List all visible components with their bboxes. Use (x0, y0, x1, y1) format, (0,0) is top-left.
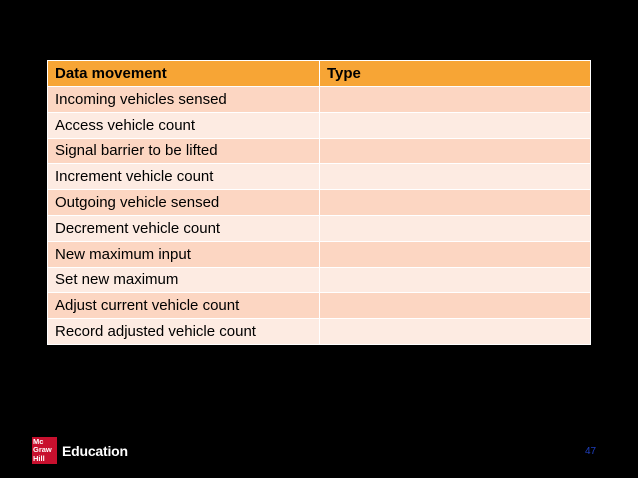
data-movement-cell: New maximum input (48, 241, 320, 267)
type-cell (320, 267, 591, 293)
type-cell (320, 164, 591, 190)
table-row (48, 138, 591, 164)
data-movement-cell: Outgoing vehicle sensed (48, 190, 320, 216)
table-row (48, 112, 591, 138)
table-header-row (48, 61, 591, 87)
data-movement-cell: Signal barrier to be lifted (48, 138, 320, 164)
logo-line: Hill (33, 453, 45, 463)
header-type: Type (320, 61, 591, 87)
type-cell (320, 241, 591, 267)
data-movement-cell: Set new maximum (48, 267, 320, 293)
logo-line: Graw (33, 445, 52, 455)
type-cell (320, 112, 591, 138)
table-row (48, 319, 591, 345)
type-cell (320, 293, 591, 319)
table-row (48, 241, 591, 267)
data-movement-cell: Increment vehicle count (48, 164, 320, 190)
mcgraw-hill-logo-box (32, 437, 57, 464)
data-movement-cell: Adjust current vehicle count (48, 293, 320, 319)
logo-wordmark: Education (62, 442, 128, 459)
table-row (48, 190, 591, 216)
logo-line: Mc (33, 436, 44, 446)
data-movement-cell: Record adjusted vehicle count (48, 319, 320, 345)
table-row (48, 87, 591, 113)
table-row (48, 267, 591, 293)
data-movement-table (47, 60, 591, 345)
data-movement-cell: Incoming vehicles sensed (48, 87, 320, 113)
table-row (48, 215, 591, 241)
header-data-movement: Data movement (48, 61, 320, 87)
type-cell (320, 215, 591, 241)
type-cell (320, 190, 591, 216)
table-row (48, 164, 591, 190)
data-movement-cell: Access vehicle count (48, 112, 320, 138)
type-cell (320, 138, 591, 164)
type-cell (320, 87, 591, 113)
data-movement-cell: Decrement vehicle count (48, 215, 320, 241)
publisher-logo (32, 437, 128, 464)
page-number: 47 (585, 446, 597, 457)
type-cell (320, 319, 591, 345)
table-row (48, 293, 591, 319)
